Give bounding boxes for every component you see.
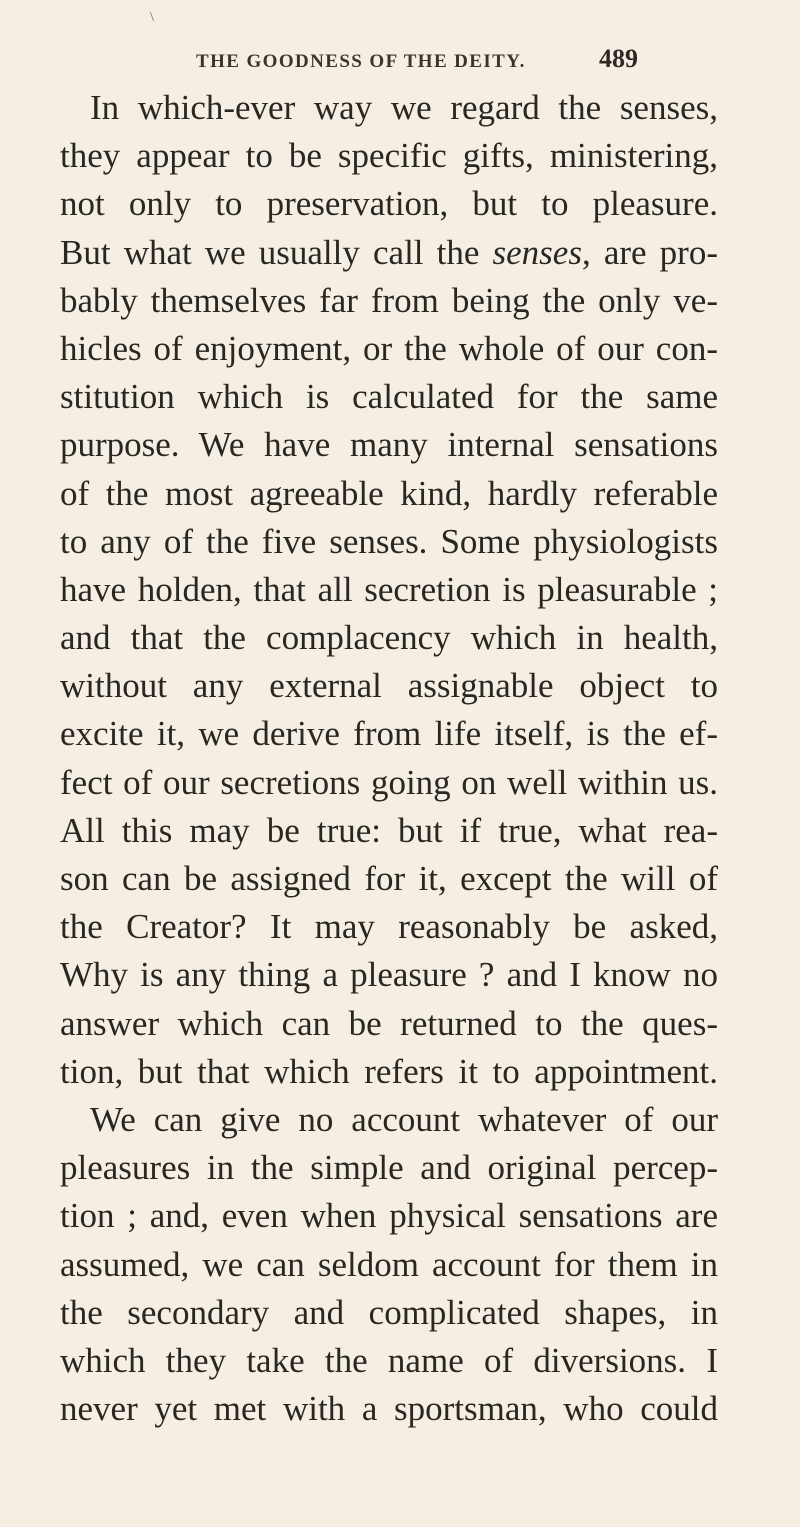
- text-line: fect of our secretions going on well within us.: [60, 762, 718, 802]
- text-line: But what we usually call the senses, are pro-: [60, 232, 718, 272]
- margin-mark: \: [150, 10, 154, 25]
- text-line: tion ; and, even when physical sensations are: [60, 1196, 718, 1236]
- text-line: son can be assigned for it, except the will of: [60, 859, 718, 898]
- text-line: In which-ever way we regard the senses,: [90, 88, 718, 127]
- text-line: the secondary and complicated shapes, in: [60, 1292, 718, 1332]
- text-line: of the most agreeable kind, hardly referable: [60, 473, 718, 513]
- text-line: Why is any thing a pleasure ? and I know no: [60, 955, 718, 995]
- page-header: [196, 44, 638, 74]
- page-number: 489: [599, 44, 638, 73]
- text-line: they appear to be specific gifts, ministering,: [60, 136, 718, 176]
- text-line: excite it, we derive from life itself, is the ef-: [60, 714, 718, 754]
- text-line: bably themselves far from being the only ve-: [60, 280, 718, 320]
- text-line: which they take the name of diversions. I: [60, 1340, 718, 1380]
- text-line: not only to preservation, but to pleasure.: [60, 184, 718, 224]
- emphasis: senses: [492, 232, 582, 272]
- text-line: and that the complacency which in health,: [60, 618, 718, 658]
- text-line: to any of the five senses. Some physiologists: [60, 521, 718, 561]
- text-line: hicles of enjoyment, or the whole of our con-: [60, 328, 718, 368]
- body-text: [60, 84, 718, 1433]
- text-line: pleasures in the simple and original percep-: [60, 1148, 718, 1188]
- text-line: without any external assignable object to: [60, 666, 718, 706]
- running-head: THE GOODNESS OF THE DEITY.: [196, 51, 526, 72]
- text-line: have holden, that all secretion is pleasurable ;: [60, 569, 718, 609]
- text-line: assumed, we can seldom account for them in: [60, 1244, 718, 1284]
- text-line: the Creator? It may reasonably be asked,: [60, 907, 718, 947]
- text-line: All this may be true: but if true, what rea-: [60, 810, 718, 850]
- text-line: never yet met with a sportsman, who could: [60, 1389, 718, 1429]
- text-line: tion, but that which refers it to appointment.: [60, 1051, 718, 1091]
- text-line: stitution which is calculated for the same: [60, 377, 718, 417]
- text-line: purpose. We have many internal sensations: [60, 425, 718, 465]
- text-line: answer which can be returned to the ques-: [60, 1003, 718, 1043]
- text-line: We can give no account whatever of our: [90, 1099, 718, 1139]
